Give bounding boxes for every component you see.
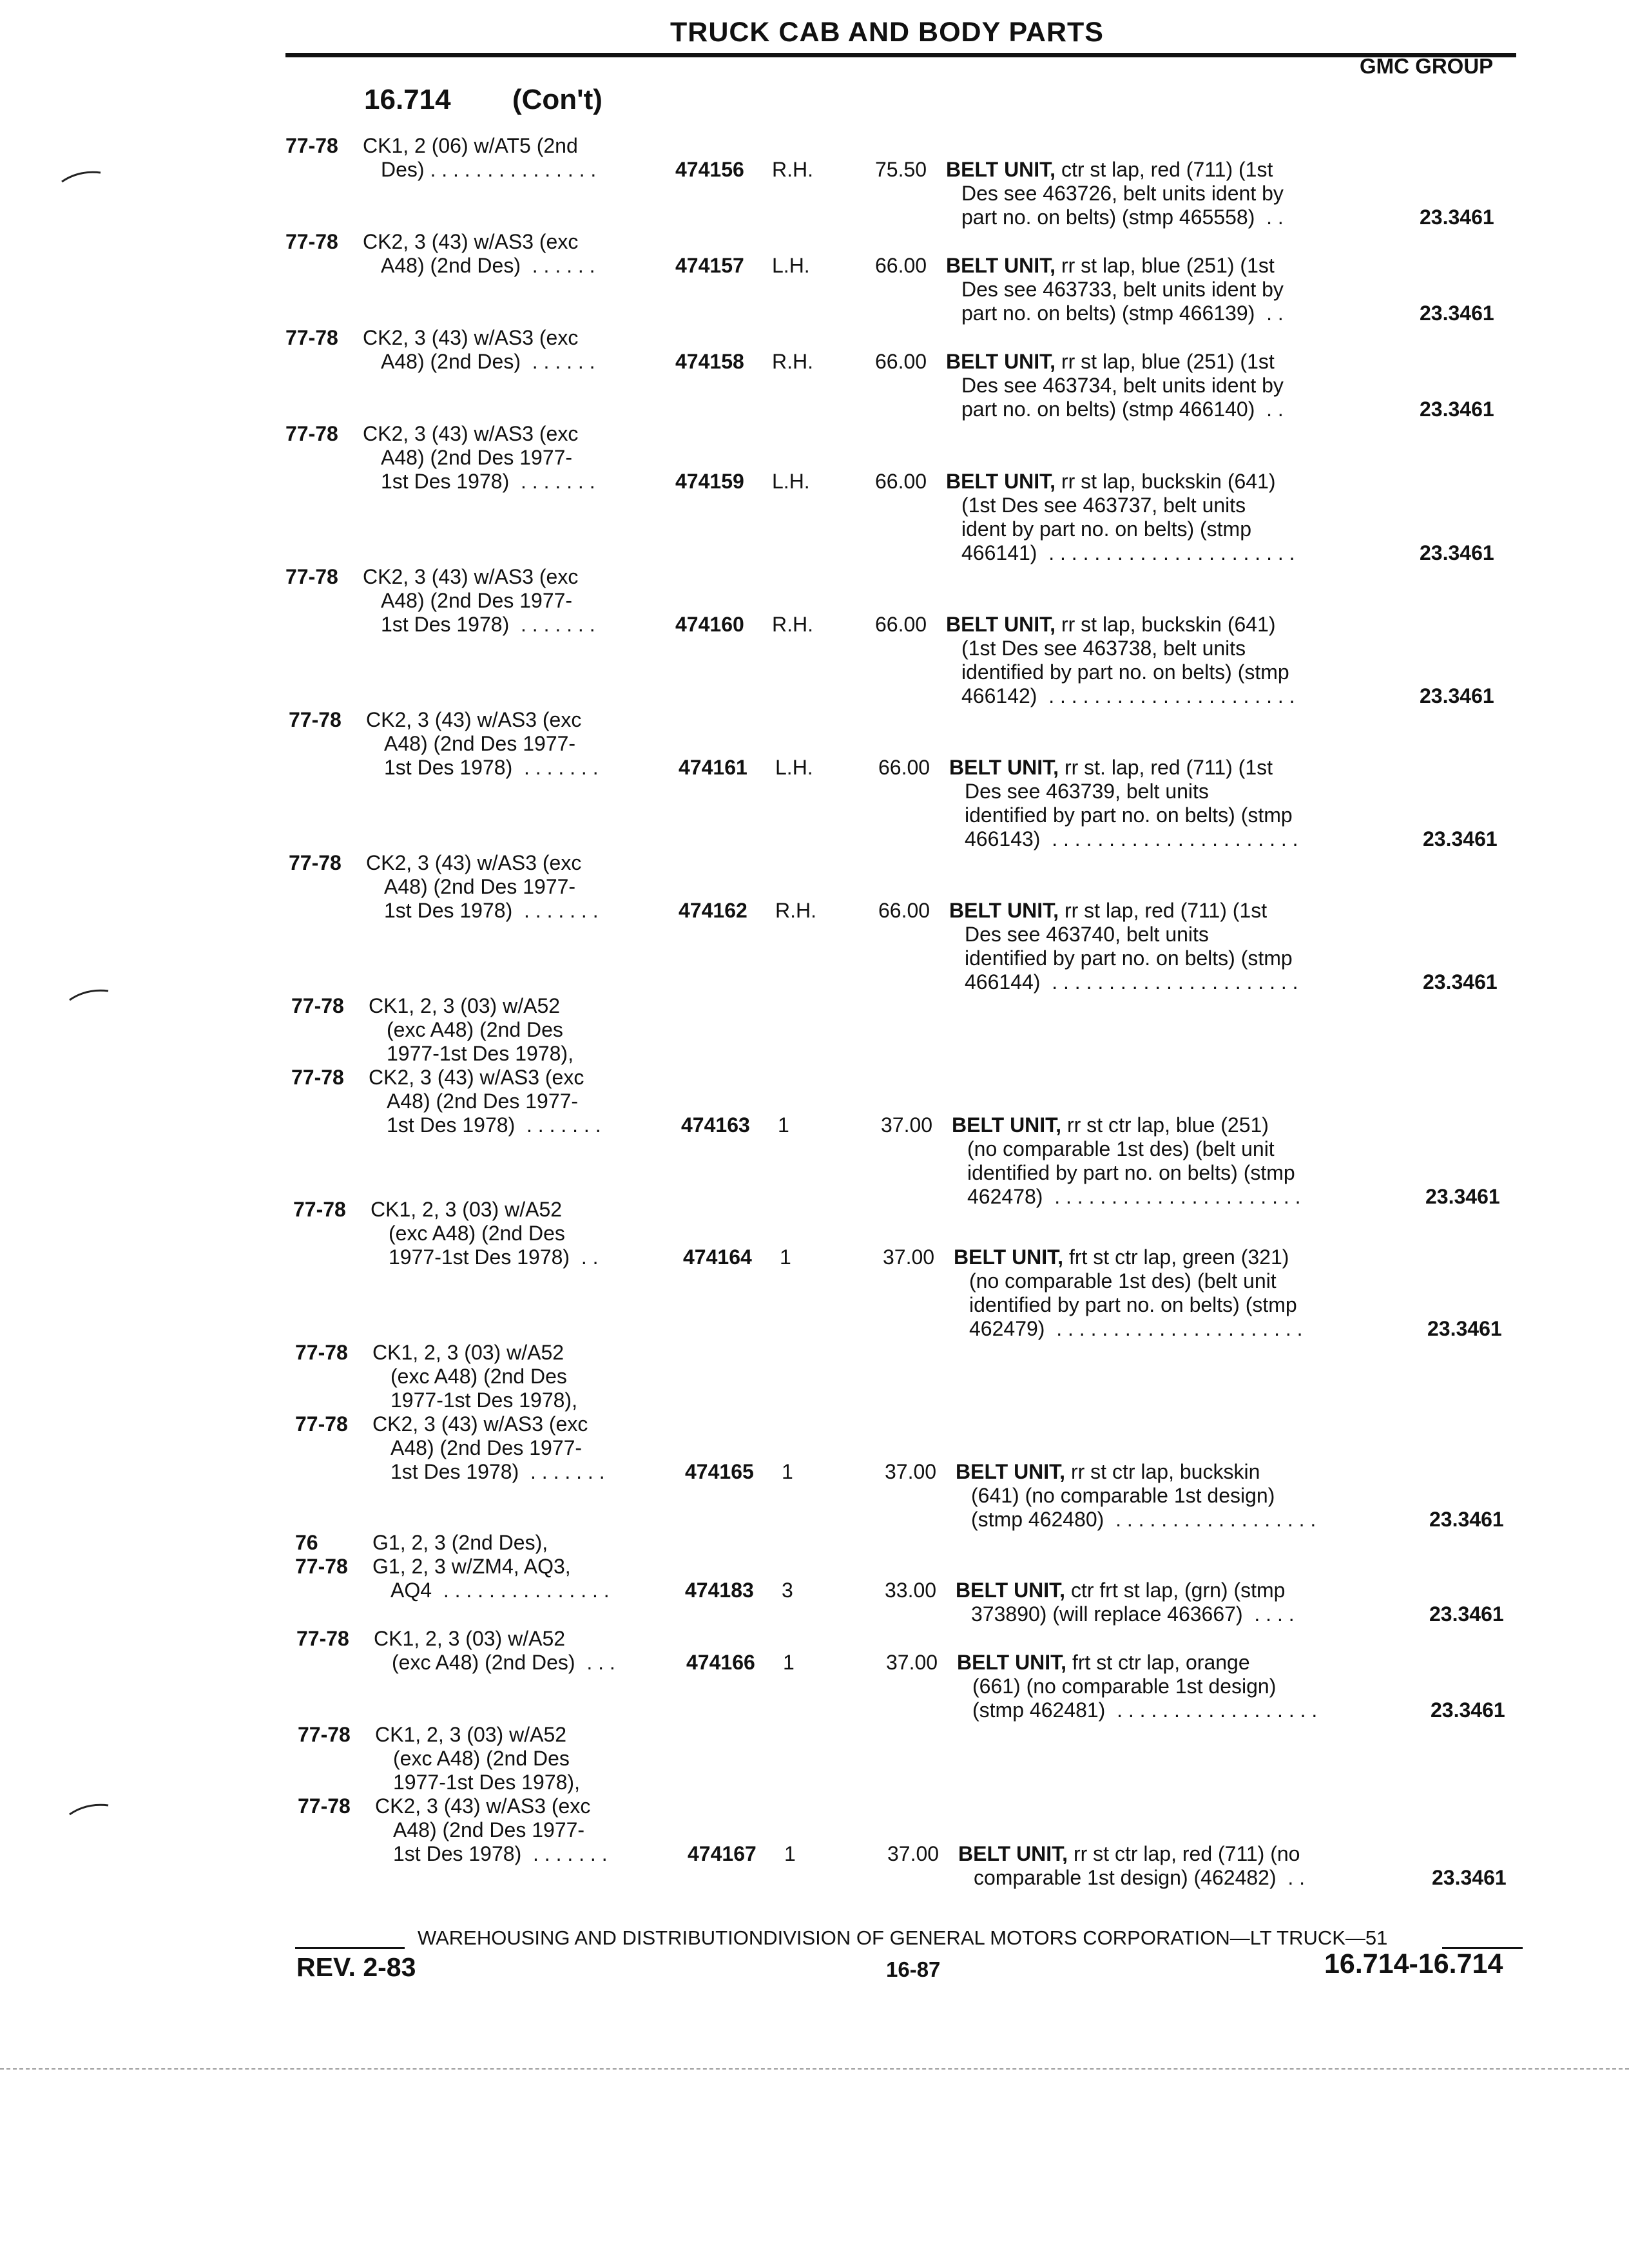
part-name: BELT UNIT, [954,1245,1064,1269]
part-description-line: 462478) . . . . . . . . . . . . . . . . . . . . . . [967,1185,1301,1208]
binder-hole-mark [59,166,104,186]
application-description [369,994,574,1066]
part-description-line [957,1651,1317,1675]
model-year: 77-78 [285,422,338,445]
application-line: CK1, 2 (06) w/AT5 (2nd [363,134,578,157]
part-description-line: (661) (no comparable 1st design) [972,1675,1277,1698]
application-line: A48) (2nd Des 1977- [381,446,573,469]
part-description [956,1579,1295,1626]
application-description [375,1794,608,1866]
part-description [957,1651,1317,1722]
application-line: Des) . . . . . . . . . . . . . . . [381,158,597,181]
price: 37.00 [883,1245,935,1269]
application-description [366,708,599,780]
part-description-line: identified by part no. on belts) (stmp [967,1161,1295,1184]
part-description-text: rr st ctr lap, blue (251) [1066,1113,1269,1137]
part-name: BELT UNIT, [957,1651,1067,1674]
model-year: 77-78 [298,1794,351,1818]
part-name: BELT UNIT, [946,254,1056,277]
part-description-text: rr st lap, buckskin (641) [1061,613,1276,636]
part-name: BELT UNIT, [949,899,1059,922]
part-name: BELT UNIT, [946,470,1056,493]
application-line: A48) (2nd Des 1977- [384,875,576,898]
part-description-text: rr st ctr lap, buckskin [1070,1460,1260,1483]
part-name: BELT UNIT, [952,1113,1062,1137]
part-description-text: ctr frt st lap, (grn) (stmp [1070,1579,1286,1602]
scan-edge-line [0,2068,1629,2070]
side-or-quantity: R.H. [775,899,816,922]
application-description [369,1066,601,1137]
application-line: 1st Des 1978) . . . . . . . [381,470,595,493]
application-line: A48) (2nd Des 1977- [390,1436,583,1459]
group-number: 23.3461 [1431,1698,1505,1722]
part-description-text: rr st lap, blue (251) (1st [1061,350,1275,373]
group-label: GMC GROUP [1360,54,1494,78]
part-description-line [946,613,1295,637]
application-line: 1977-1st Des 1978), [387,1042,574,1065]
application-line: CK2, 3 (43) w/AS3 (exc [366,708,582,731]
part-description-line: 466141) . . . . . . . . . . . . . . . . . . . . . . [961,541,1295,564]
application-line: A48) (2nd Des 1977- [387,1090,579,1113]
application-description [363,326,595,374]
part-number: 474160 [675,613,744,636]
side-or-quantity: 1 [782,1460,793,1483]
part-description [956,1460,1316,1532]
part-description-text: rr st. lap, red (711) (1st [1064,756,1273,779]
model-year: 77-78 [295,1412,348,1436]
part-description-line: 466142) . . . . . . . . . . . . . . . . . . . . . . [961,684,1295,707]
part-name: BELT UNIT, [949,756,1059,779]
part-description-line: 466144) . . . . . . . . . . . . . . . . . . . . . . [965,970,1298,994]
side-or-quantity: L.H. [772,254,810,277]
price: 66.00 [875,470,927,493]
part-description-text: frt st ctr lap, green (321) [1068,1245,1289,1269]
part-name: BELT UNIT, [956,1460,1066,1483]
part-name: BELT UNIT, [958,1842,1068,1865]
application-line: 1st Des 1978) . . . . . . . [390,1460,605,1483]
model-year: 77-78 [298,1723,351,1746]
page-number: 16-87 [886,1957,941,1981]
part-name: BELT UNIT, [946,158,1056,181]
group-number: 23.3461 [1429,1602,1504,1626]
price: 66.00 [878,756,930,779]
section-number: 16.714 [364,84,451,115]
section-range: 16.714-16.714 [1324,1948,1503,1979]
side-or-quantity: L.H. [775,756,813,779]
part-description-line: (no comparable 1st des) (belt unit [969,1269,1277,1293]
part-number: 474183 [685,1579,754,1602]
part-description [949,756,1298,851]
application-line: (exc A48) (2nd Des [390,1365,567,1388]
group-number: 23.3461 [1427,1317,1502,1340]
application-line: (exc A48) (2nd Des [387,1018,563,1041]
application-line: CK2, 3 (43) w/AS3 (exc [363,565,579,588]
part-description-text: rr st lap, buckskin (641) [1061,470,1276,493]
side-or-quantity: 1 [778,1113,789,1137]
price: 66.00 [878,899,930,922]
part-description [949,899,1298,994]
part-description-line: identified by part no. on belts) (stmp [965,947,1293,970]
application-line: A48) (2nd Des 1977- [393,1818,585,1841]
application-line: AQ4 . . . . . . . . . . . . . . . [390,1579,610,1602]
model-year: 77-78 [285,230,338,253]
part-description-line: identified by part no. on belts) (stmp [965,803,1293,827]
application-description [372,1531,548,1555]
model-year: 77-78 [289,851,342,874]
part-description [952,1113,1301,1209]
group-number: 23.3461 [1423,970,1498,994]
group-number: 23.3461 [1420,302,1494,325]
part-description-line: 462479) . . . . . . . . . . . . . . . . . . . . . . [969,1317,1303,1340]
price: 37.00 [881,1113,933,1137]
application-line: 1977-1st Des 1978), [390,1389,577,1412]
part-name: BELT UNIT, [946,613,1056,636]
part-description-line: (no comparable 1st des) (belt unit [967,1137,1275,1160]
application-description [363,565,595,637]
application-description [374,1627,615,1675]
application-line: CK1, 2, 3 (03) w/A52 [371,1198,563,1221]
part-description [954,1245,1303,1341]
footer-text: WAREHOUSING AND DISTRIBUTIONDIVISION OF GENERAL MOTORS CORPORATION—LT TRUCK—51 [418,1927,1388,1949]
application-description [372,1341,577,1412]
part-number: 474162 [679,899,747,922]
part-description-line [949,756,1298,780]
part-description-line: (1st Des see 463738, belt units [961,637,1246,660]
application-line: (exc A48) (2nd Des) . . . [392,1651,615,1674]
part-name: BELT UNIT, [946,350,1056,373]
application-description [363,422,595,494]
side-or-quantity: R.H. [772,613,813,636]
part-description-line: Des see 463733, belt units ident by [961,278,1284,301]
application-description [375,1723,580,1794]
application-line: CK1, 2, 3 (03) w/A52 [369,994,561,1017]
application-line: CK2, 3 (43) w/AS3 (exc [372,1412,588,1436]
part-description-text: ctr st lap, red (711) (1st [1061,158,1273,181]
part-description-line: part no. on belts) (stmp 465558) . . [961,206,1284,229]
application-line: G1, 2, 3 w/ZM4, AQ3, [372,1555,571,1578]
model-year: 77-78 [289,708,342,731]
part-description-line: comparable 1st design) (462482) . . [974,1866,1306,1889]
footer-rule-left [295,1947,405,1949]
model-year: 77-78 [291,994,344,1017]
part-description-line [952,1113,1301,1137]
part-description-line [949,899,1298,923]
application-line: (exc A48) (2nd Des [389,1222,565,1245]
part-description-line: part no. on belts) (stmp 466140) . . [961,398,1284,421]
price: 75.50 [875,158,927,181]
part-number: 474158 [675,350,744,373]
model-year: 77-78 [285,326,338,349]
part-description [958,1842,1305,1890]
side-or-quantity: R.H. [772,158,813,181]
part-description [946,350,1284,421]
model-year: 77-78 [295,1555,348,1578]
part-description-line [956,1460,1316,1484]
part-number: 474165 [685,1460,754,1483]
group-number: 23.3461 [1420,206,1494,229]
part-description [946,470,1295,565]
application-line: 1977-1st Des 1978) . . [389,1245,599,1269]
application-line: G1, 2, 3 (2nd Des), [372,1531,548,1554]
part-number: 474161 [679,756,747,779]
application-line: CK2, 3 (43) w/AS3 (exc [369,1066,584,1089]
binder-hole-mark [67,985,112,1004]
page-title: TRUCK CAB AND BODY PARTS [670,17,1104,48]
application-description [363,134,596,182]
application-line: 1977-1st Des 1978), [393,1771,580,1794]
side-or-quantity: 3 [782,1579,793,1602]
part-description-text: rr st ctr lap, red (711) (no [1073,1842,1300,1865]
part-number: 474157 [675,254,744,277]
part-description-line [958,1842,1305,1866]
application-line: CK2, 3 (43) w/AS3 (exc [366,851,582,874]
part-number: 474166 [686,1651,755,1674]
application-description [363,230,595,278]
price: 66.00 [875,613,927,636]
application-line: CK1, 2, 3 (03) w/A52 [374,1627,566,1650]
part-description [946,254,1284,325]
side-or-quantity: R.H. [772,350,813,373]
group-number: 23.3461 [1432,1866,1507,1889]
part-description-line: Des see 463740, belt units [965,923,1209,946]
model-year: 77-78 [296,1627,349,1650]
part-description-line: ident by part no. on belts) (stmp [961,517,1251,541]
side-or-quantity: 1 [783,1651,795,1674]
application-line: 1st Des 1978) . . . . . . . [384,899,599,922]
model-year: 77-78 [291,1066,344,1089]
application-line: CK2, 3 (43) w/AS3 (exc [363,422,579,445]
application-line: A48) (2nd Des 1977- [384,732,576,755]
section-continued: (Con't) [512,84,602,115]
part-description [946,158,1284,229]
part-number: 474156 [675,158,744,181]
application-line: A48) (2nd Des 1977- [381,589,573,612]
application-line: 1st Des 1978) . . . . . . . [384,756,599,779]
part-description-line: Des see 463726, belt units ident by [961,182,1284,205]
application-line: CK2, 3 (43) w/AS3 (exc [375,1794,591,1818]
part-description-text: rr st lap, blue (251) (1st [1061,254,1275,277]
application-line: CK1, 2, 3 (03) w/A52 [375,1723,567,1746]
part-number: 474164 [683,1245,752,1269]
part-description-line: (641) (no comparable 1st design) [971,1484,1275,1507]
application-line: 1st Des 1978) . . . . . . . [393,1842,608,1865]
price: 37.00 [885,1460,937,1483]
application-description [372,1412,605,1484]
binder-hole-mark [67,1799,112,1818]
side-or-quantity: L.H. [772,470,810,493]
price: 37.00 [887,1842,940,1865]
part-description-line [954,1245,1303,1269]
side-or-quantity: 1 [784,1842,796,1865]
application-line: 1st Des 1978) . . . . . . . [387,1113,601,1137]
revision-label: REV. 2-83 [296,1952,416,1982]
application-description [372,1555,610,1602]
group-number: 23.3461 [1420,398,1494,421]
application-line: A48) (2nd Des) . . . . . . [381,350,595,373]
part-description-line: (1st Des see 463737, belt units [961,494,1246,517]
part-description-line [946,254,1284,278]
part-number: 474159 [675,470,744,493]
part-description-line: 466143) . . . . . . . . . . . . . . . . . . . . . . [965,827,1298,850]
part-description-line: Des see 463734, belt units ident by [961,374,1284,397]
application-line: A48) (2nd Des) . . . . . . [381,254,595,277]
price: 66.00 [875,350,927,373]
model-year: 77-78 [295,1341,348,1364]
part-description-line: identified by part no. on belts) (stmp [961,660,1289,684]
application-description [366,851,599,923]
part-description-line: part no. on belts) (stmp 466139) . . [961,302,1284,325]
part-description-line [956,1579,1295,1602]
group-number: 23.3461 [1420,541,1494,564]
application-line: (exc A48) (2nd Des [393,1747,570,1770]
model-year: 77-78 [285,565,338,588]
group-number: 23.3461 [1429,1508,1504,1531]
part-description-text: frt st ctr lap, orange [1072,1651,1250,1674]
application-description [371,1198,599,1269]
group-number: 23.3461 [1423,827,1498,850]
side-or-quantity: 1 [780,1245,791,1269]
application-line: CK1, 2, 3 (03) w/A52 [372,1341,564,1364]
group-number: 23.3461 [1420,684,1494,707]
part-description-text: rr st lap, red (711) (1st [1064,899,1268,922]
part-description [946,613,1295,708]
part-description-line: 373890) (will replace 463667) . . . . [971,1602,1295,1626]
part-description-line: (stmp 462480) . . . . . . . . . . . . . . . . . . [971,1508,1316,1531]
application-line: CK2, 3 (43) w/AS3 (exc [363,230,579,253]
part-description-line [946,350,1284,374]
price: 66.00 [875,254,927,277]
application-line: CK2, 3 (43) w/AS3 (exc [363,326,579,349]
model-year: 76 [295,1531,318,1554]
price: 33.00 [885,1579,937,1602]
part-name: BELT UNIT, [956,1579,1066,1602]
part-description-line: (stmp 462481) . . . . . . . . . . . . . . . . . . [972,1698,1318,1722]
part-description-line: Des see 463739, belt units [965,780,1209,803]
group-number: 23.3461 [1425,1185,1500,1208]
price: 37.00 [886,1651,938,1674]
application-line: 1st Des 1978) . . . . . . . [381,613,595,636]
part-description-line [946,158,1284,182]
part-number: 474167 [688,1842,757,1865]
model-year: 77-78 [293,1198,346,1221]
model-year: 77-78 [285,134,338,157]
part-number: 474163 [681,1113,750,1137]
part-description-line: identified by part no. on belts) (stmp [969,1293,1297,1316]
part-description-line [946,470,1295,494]
